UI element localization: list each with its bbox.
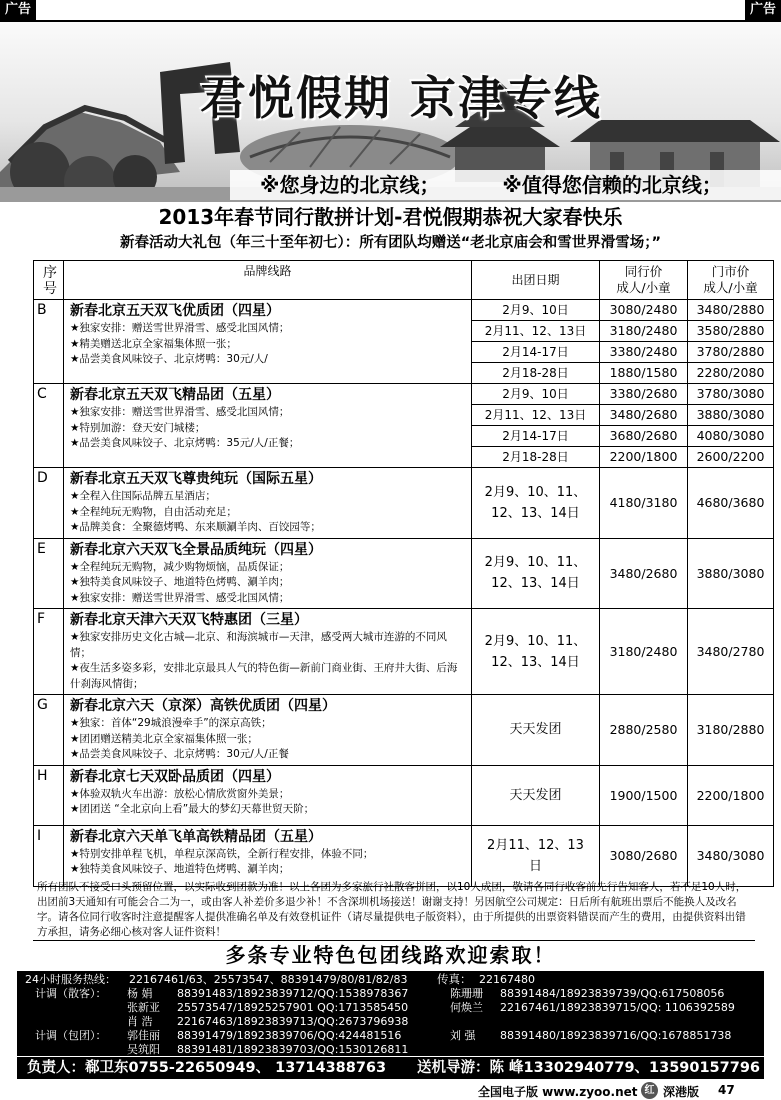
guide-contact: 送机导游：陈 峰13302940779、13590157796 [417,1060,761,1076]
route-description [64,825,472,886]
route-feature: ★品尝美食风味饺子、北京烤鸭：30元/人/ [70,353,268,365]
route-feature: ★夜生活多姿多彩，安排北京最具人气的特色街—新前门商业街、王府井大街、后海什刹海风情街； [70,662,458,690]
route-feature: ★全程纯玩无购物，自由活动充足； [70,505,237,518]
retail-name-3: 肖 浩 [127,1015,153,1028]
route-description [64,765,472,825]
departure-date: 2月18-28日 [472,363,600,384]
route-feature: ★全程纯玩无购物，减少购物烦恼，品质保证； [70,560,290,573]
terms-note: 所有团队不接受口头预留位置，以实际收到团款为准！以上各团为多家旅行社散客拼团，以10人成团，敬请各同行收客前先行告知客人，若不足10人时，出团前3天通知有可能会合二为一，或由客人补差价多退少补！不含深圳机场接送！谢谢支持！另因航空公司规定：日后所有航班出票后不能换人及改名字。请各位同行收客时注意提醒客人提供准确名单及有效登机证件（请尽量提供电子版资料），由于所提供的出票资料错误而产生的费用，由提供资料出错方承担，请务必细心核对客人证件资料！ [33,880,755,941]
door-price: 2600/2200 [688,447,774,468]
departure-date: 天天发团 [472,695,600,766]
contact-panel [17,971,764,1056]
peer-price-label: 同行价 [624,264,663,279]
departure-date: 2月14-17日 [472,342,600,363]
peer-price: 2200/1800 [600,447,688,468]
peer-price: 1900/1500 [600,765,688,825]
departure-date: 2月9、10、11、12、13、14日 [472,538,600,609]
route-title: 新春北京五天双飞尊贵纯玩（国际五星） [70,471,322,487]
route-feature: ★精美赠送北京全家福集体照一张； [70,337,237,350]
retail-info-1: 88391483/18923839712/QQ:1538978367 [177,987,409,1000]
slogan-2: ※值得您信赖的北京线； [502,173,722,197]
peer-price: 2880/2580 [600,695,688,766]
door-price: 3480/2880 [688,300,774,321]
header-seq: 序号 [34,261,64,300]
departure-date: 2月11、12、13日 [472,825,600,886]
route-feature: ★品牌美食：全聚德烤鸭、东来顺涮羊肉、百饺园等； [70,521,321,533]
hotline-numbers: 22167461/63、25573547、88391479/80/81/82/83 [129,973,408,986]
group-info-1: 88391479/18923839706/QQ:424481516 [177,1029,402,1042]
route-feature: ★品尝美食风味饺子、北京烤鸭：30元/人/正餐 [70,748,289,760]
peer-price: 3380/2480 [600,342,688,363]
door-price: 3880/3080 [688,405,774,426]
peer-price: 3180/2480 [600,321,688,342]
route-feature: ★独家安排：赠送雪世界滑雪、感受北国风情； [70,322,290,334]
route-feature: ★全程入住国际品牌五星酒店； [70,490,216,502]
right-info-1: 88391484/18923839739/QQ:617508056 [500,987,725,1000]
route-title: 新春北京五天双飞优质团（四星） [70,303,280,319]
route-feature: ★团团送 “全北京向上看”最大的梦幻天幕世贸天阶； [70,803,315,815]
departure-date: 2月9、10日 [472,300,600,321]
table-row [34,695,774,766]
headline: 2013年春节同行散拼计划-君悦假期恭祝大家春快乐 [158,205,623,229]
route-feature: ★体验双轨火车出游：放松心情欣赏窗外美景； [70,787,290,800]
door-price: 4080/3080 [688,426,774,447]
hotline-label: 24小时服务热线： [25,973,116,986]
peer-price: 3080/2680 [600,825,688,886]
peer-price: 4180/3180 [600,468,688,539]
edition-label: 全国电子版 www.zyoo.net [478,1085,638,1099]
route-id: G [34,695,64,766]
group-name-1: 郭佳丽 [127,1029,160,1042]
route-description [64,468,472,539]
region-label: 深港版 [663,1085,700,1099]
ad-tag-left: 广告 [0,0,36,20]
route-title: 新春北京六天（京深）高铁优质团（四星） [70,698,336,714]
group-name-2: 吴筑阳 [127,1043,160,1056]
departure-date: 2月14-17日 [472,426,600,447]
fax-number: 22167480 [479,973,535,986]
route-title: 新春北京天津六天双飞特惠团（三星） [70,612,308,628]
route-id: E [34,538,64,609]
group-info-2: 88391481/18923839703/QQ:1530126811 [177,1043,409,1056]
departure-date: 2月11、12、13日 [472,405,600,426]
door-price-sub: 成人/小童 [703,280,758,295]
table-row [34,609,774,695]
retail-name-2: 张新亚 [127,1001,160,1014]
peer-price: 3180/2480 [600,609,688,695]
table-row [34,468,774,539]
welcome-banner: 多条专业特色包团线路欢迎索取！ [225,943,556,967]
door-price: 3580/2880 [688,321,774,342]
group-right-name: 刘 强 [450,1029,476,1042]
departure-date: 2月9、10日 [472,384,600,405]
slogan-1: ※您身边的北京线； [260,173,440,197]
route-id: I [34,825,64,886]
table-row [34,538,774,609]
door-price: 3880/3080 [688,538,774,609]
table-row [34,765,774,825]
door-price: 2200/1800 [688,765,774,825]
route-feature: ★特别安排单程飞机，单程京深高铁，全新行程安排，体验不同； [70,847,374,860]
route-id: B [34,300,64,384]
header-door-price [688,261,774,300]
route-feature: ★独特美食风味饺子、地道特色烤鸭、涮羊肉； [70,576,290,588]
departure-date: 2月11、12、13日 [472,321,600,342]
route-description [64,695,472,766]
route-title: 新春北京六天双飞全景品质纯玩（四星） [70,541,322,558]
route-id: D [34,468,64,539]
route-feature: ★特别加游：登天安门城楼； [70,421,206,434]
group-right-info: 88391480/18923839716/QQ:1678851738 [500,1029,732,1042]
route-title: 新春北京七天双卧品质团（四星） [70,768,280,785]
retail-info-2: 25573547/18925257901 QQ:1713585450 [177,1001,409,1014]
table-row [34,300,774,321]
peer-price: 3480/2680 [600,538,688,609]
route-id: H [34,765,64,825]
header-date: 出团日期 [472,261,600,300]
peer-price: 3680/2680 [600,426,688,447]
retail-info-3: 22167463/18923839713/QQ:2673796938 [177,1015,409,1028]
route-description [64,300,472,384]
header-route: 品牌线路 [64,261,472,300]
peer-price: 3480/2680 [600,405,688,426]
door-price-label: 门市价 [711,264,750,279]
route-table [33,260,774,887]
page-number: 47 [718,1083,735,1097]
table-header-row [34,261,774,300]
departure-date: 2月9、10、11、12、13、14日 [472,609,600,695]
route-id: C [34,384,64,468]
group-label: 计调（包团）： [35,1029,107,1042]
footer-strip [17,1056,764,1079]
fax-label: 传真： [437,972,472,986]
right-info-2: 22167461/18923839715/QQ: 1106392589 [500,1001,735,1014]
peer-price: 3380/2680 [600,384,688,405]
route-feature: ★独家安排：赠送雪世界滑雪、感受北国风情； [70,591,290,604]
door-price: 3180/2880 [688,695,774,766]
page-bar [0,1080,781,1100]
route-feature: ★独特美食风味饺子、地道特色烤鸭、涮羊肉； [70,863,290,875]
route-feature: ★品尝美食风味饺子、北京烤鸭：35元/人/正餐； [70,437,300,449]
table-row [34,384,774,405]
route-description [64,609,472,695]
banner-title: 君悦假期 京津专线 [200,71,603,125]
route-feature: ★独家：首体“29城浪漫牵手”的深京高铁； [70,717,272,729]
route-id: F [34,609,64,695]
route-title: 新春北京六天单飞单高铁精品团（五星） [70,828,322,845]
route-description [64,384,472,468]
right-name-1: 陈珊珊 [450,987,483,1000]
edition-badge-icon: 红 [641,1082,658,1099]
route-feature: ★团团赠送精美北京全家福集体照一张； [70,732,258,745]
banner-slogans [230,170,781,200]
route-feature: ★独家安排历史文化古城—北京、和海滨城市—天津，感受两大城市连游的不同风情； [70,631,447,659]
route-description [64,538,472,609]
peer-price: 3080/2480 [600,300,688,321]
peer-price: 1880/1580 [600,363,688,384]
departure-date: 天天发团 [472,765,600,825]
door-price: 3780/2880 [688,342,774,363]
departure-date: 2月18-28日 [472,447,600,468]
door-price: 4680/3680 [688,468,774,539]
ad-tag-right: 广告 [745,0,781,20]
table-row [34,825,774,886]
right-name-2: 何焕兰 [450,1001,483,1014]
door-price: 3780/3080 [688,384,774,405]
departure-date: 2月9、10、11、12、13、14日 [472,468,600,539]
route-feature: ★独家安排：赠送雪世界滑雪、感受北国风情； [70,406,290,418]
header-peer-price [600,261,688,300]
retail-name-1: 杨 娟 [127,987,153,1000]
peer-price-sub: 成人/小童 [616,280,671,295]
route-title: 新春北京五天双飞精品团（五星） [70,387,280,403]
banner [0,22,781,202]
door-price: 3480/3080 [688,825,774,886]
retail-label: 计调（散客）： [35,987,107,1000]
promo-subline: 新春活动大礼包（年三十至年初七）：所有团队均赠送“老北京庙会和雪世界滑雪场；” [119,235,662,251]
door-price: 2280/2080 [688,363,774,384]
door-price: 3480/2780 [688,609,774,695]
manager-contact: 负责人：郗卫东0755-22650949、 13714388763 [27,1060,387,1076]
